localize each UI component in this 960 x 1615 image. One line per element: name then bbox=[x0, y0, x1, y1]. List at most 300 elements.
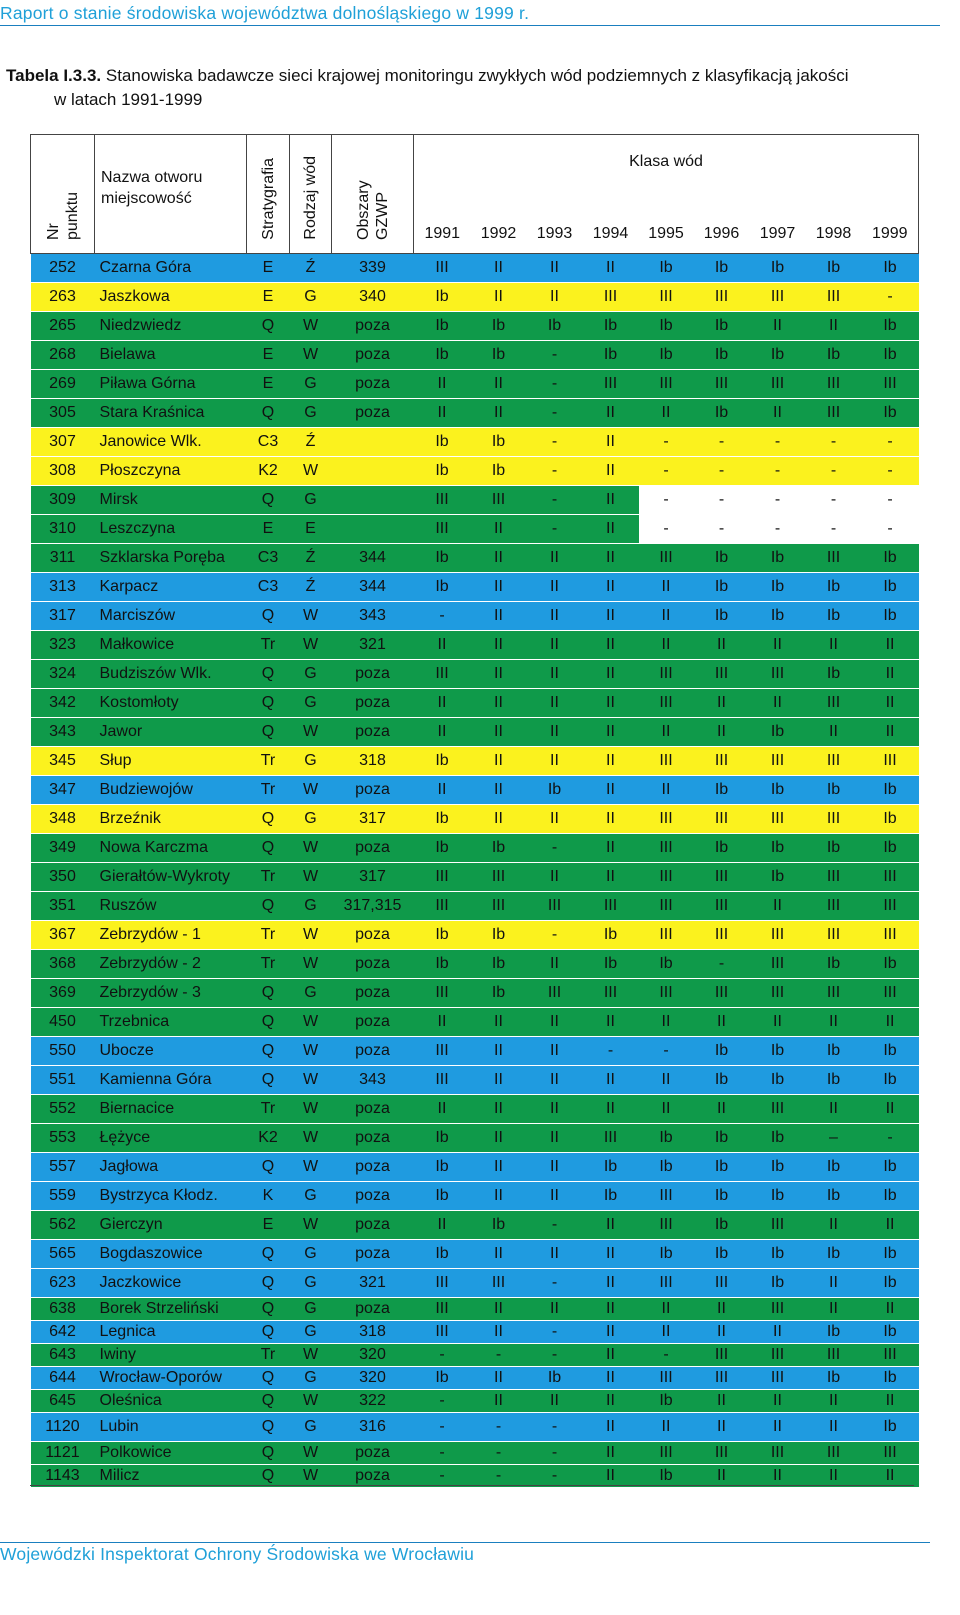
cell-water-type: G bbox=[290, 1413, 332, 1442]
cell-nr: 551 bbox=[31, 1066, 95, 1095]
cell-class: Ib bbox=[862, 544, 919, 573]
cell-name: Stara Kraśnica bbox=[95, 399, 247, 428]
cell-nr: 268 bbox=[31, 341, 95, 370]
cell-class: III bbox=[806, 399, 862, 428]
cell-class: II bbox=[750, 689, 806, 718]
cell-stratigraphy: K2 bbox=[247, 1124, 290, 1153]
cell-class: II bbox=[583, 1344, 639, 1367]
cell-stratigraphy: Tr bbox=[247, 863, 290, 892]
cell-class: II bbox=[583, 631, 639, 660]
cell-class: Ib bbox=[862, 1367, 919, 1390]
cell-nr: 553 bbox=[31, 1124, 95, 1153]
cell-class: - bbox=[694, 515, 750, 544]
cell-class: II bbox=[694, 1465, 750, 1488]
cell-class: III bbox=[639, 689, 694, 718]
cell-class: II bbox=[527, 863, 583, 892]
cell-water-type: W bbox=[290, 1066, 332, 1095]
cell-class: II bbox=[527, 660, 583, 689]
cell-class: - bbox=[750, 486, 806, 515]
cell-class: II bbox=[583, 1298, 639, 1321]
cell-water-type: W bbox=[290, 602, 332, 631]
cell-class: Ib bbox=[694, 254, 750, 283]
cell-name: Legnica bbox=[95, 1321, 247, 1344]
cell-class: II bbox=[414, 370, 471, 399]
cell-class: Ib bbox=[471, 312, 527, 341]
cell-class: II bbox=[806, 1390, 862, 1413]
cell-gzwp: 317 bbox=[332, 863, 414, 892]
cell-gzwp: poza bbox=[332, 921, 414, 950]
cell-class: II bbox=[471, 254, 527, 283]
cell-class: Ib bbox=[750, 1182, 806, 1211]
cell-class: - bbox=[414, 1442, 471, 1465]
cell-class: II bbox=[527, 1153, 583, 1182]
cell-class: II bbox=[806, 312, 862, 341]
cell-class: III bbox=[750, 1442, 806, 1465]
cell-class: Ib bbox=[862, 1066, 919, 1095]
cell-class: - bbox=[527, 1269, 583, 1298]
cell-class: II bbox=[862, 1298, 919, 1321]
cell-class: Ib bbox=[694, 834, 750, 863]
cell-class: Ib bbox=[414, 805, 471, 834]
cell-name: Oleśnica bbox=[95, 1390, 247, 1413]
cell-name: Nowa Karczma bbox=[95, 834, 247, 863]
cell-class: - bbox=[639, 1037, 694, 1066]
cell-class: Ib bbox=[639, 1390, 694, 1413]
table-row bbox=[31, 1321, 919, 1344]
cell-class: III bbox=[639, 370, 694, 399]
cell-class: Ib bbox=[694, 1211, 750, 1240]
cell-class: II bbox=[527, 1124, 583, 1153]
cell-class: Ib bbox=[694, 1066, 750, 1095]
cell-class: II bbox=[583, 515, 639, 544]
cell-gzwp: 339 bbox=[332, 254, 414, 283]
cell-class: II bbox=[806, 1413, 862, 1442]
cell-class: Ib bbox=[471, 341, 527, 370]
cell-stratigraphy: Q bbox=[247, 1298, 290, 1321]
cell-class: II bbox=[471, 631, 527, 660]
cell-stratigraphy: Q bbox=[247, 1240, 290, 1269]
cell-class: III bbox=[806, 283, 862, 312]
page-header: Raport o stanie środowiska województwa dolnośląskiego w 1999 r. bbox=[0, 3, 530, 23]
cell-water-type: Ź bbox=[290, 428, 332, 457]
cell-class: III bbox=[694, 805, 750, 834]
cell-class: Ib bbox=[862, 1240, 919, 1269]
footer-rule bbox=[0, 1542, 930, 1543]
cell-class: Ib bbox=[471, 1211, 527, 1240]
cell-class: III bbox=[639, 747, 694, 776]
cell-class: II bbox=[806, 1095, 862, 1124]
cell-stratigraphy: Q bbox=[247, 602, 290, 631]
cell-class: III bbox=[694, 892, 750, 921]
cell-class: Ib bbox=[750, 863, 806, 892]
cell-nr: 1120 bbox=[31, 1413, 95, 1442]
cell-class: III bbox=[471, 863, 527, 892]
table-row bbox=[31, 283, 919, 312]
cell-class: Ib bbox=[806, 1367, 862, 1390]
cell-stratigraphy: E bbox=[247, 341, 290, 370]
cell-class: - bbox=[862, 457, 919, 486]
cell-nr: 565 bbox=[31, 1240, 95, 1269]
cell-class: II bbox=[583, 1367, 639, 1390]
cell-class: III bbox=[583, 1124, 639, 1153]
cell-class: Ib bbox=[750, 776, 806, 805]
cell-stratigraphy: Tr bbox=[247, 631, 290, 660]
cell-gzwp: 344 bbox=[332, 544, 414, 573]
cell-class: III bbox=[583, 370, 639, 399]
cell-stratigraphy: Q bbox=[247, 1037, 290, 1066]
cell-class: Ib bbox=[694, 399, 750, 428]
cell-class: II bbox=[527, 254, 583, 283]
cell-nr: 644 bbox=[31, 1367, 95, 1390]
cell-name: Zebrzydów - 1 bbox=[95, 921, 247, 950]
header-stratigraphy: Stratygrafia bbox=[247, 135, 290, 254]
cell-class: III bbox=[639, 1182, 694, 1211]
cell-class: Ib bbox=[806, 660, 862, 689]
cell-class: II bbox=[527, 573, 583, 602]
cell-name: Gierczyn bbox=[95, 1211, 247, 1240]
cell-class: II bbox=[639, 602, 694, 631]
table-row bbox=[31, 1413, 919, 1442]
cell-name: Szklarska Poręba bbox=[95, 544, 247, 573]
cell-class: - bbox=[414, 1390, 471, 1413]
cell-class: Ib bbox=[471, 921, 527, 950]
cell-class: - bbox=[527, 921, 583, 950]
table-row bbox=[31, 1037, 919, 1066]
cell-nr: 557 bbox=[31, 1153, 95, 1182]
cell-nr: 351 bbox=[31, 892, 95, 921]
cell-class: - bbox=[527, 428, 583, 457]
cell-class: II bbox=[527, 544, 583, 573]
table-row bbox=[31, 863, 919, 892]
cell-class: Ib bbox=[862, 341, 919, 370]
cell-class: - bbox=[694, 457, 750, 486]
cell-water-type: G bbox=[290, 1321, 332, 1344]
cell-class: III bbox=[862, 892, 919, 921]
cell-class: III bbox=[806, 1344, 862, 1367]
cell-class: II bbox=[694, 718, 750, 747]
cell-class: II bbox=[471, 1367, 527, 1390]
cell-water-type: W bbox=[290, 1211, 332, 1240]
cell-water-type: W bbox=[290, 1344, 332, 1367]
cell-class: Ib bbox=[806, 950, 862, 979]
cell-name: Ubocze bbox=[95, 1037, 247, 1066]
cell-class: III bbox=[414, 979, 471, 1008]
cell-class: - bbox=[471, 1344, 527, 1367]
table-row bbox=[31, 1095, 919, 1124]
cell-class: II bbox=[806, 1211, 862, 1240]
cell-class: - bbox=[583, 1037, 639, 1066]
cell-class: Ib bbox=[639, 1124, 694, 1153]
table-row bbox=[31, 776, 919, 805]
header-year: 1993 bbox=[527, 190, 583, 254]
cell-class: - bbox=[639, 457, 694, 486]
cell-class: III bbox=[806, 863, 862, 892]
cell-water-type: G bbox=[290, 1367, 332, 1390]
cell-gzwp: poza bbox=[332, 399, 414, 428]
cell-class: Ib bbox=[694, 1182, 750, 1211]
table-row bbox=[31, 1153, 919, 1182]
cell-water-type: Ź bbox=[290, 544, 332, 573]
cell-water-type: W bbox=[290, 834, 332, 863]
cell-water-type: G bbox=[290, 486, 332, 515]
cell-class: II bbox=[527, 1008, 583, 1037]
table-row bbox=[31, 515, 919, 544]
cell-name: Bogdaszowice bbox=[95, 1240, 247, 1269]
cell-class: III bbox=[414, 254, 471, 283]
cell-class: II bbox=[471, 1182, 527, 1211]
cell-class: - bbox=[471, 1442, 527, 1465]
cell-class: Ib bbox=[414, 428, 471, 457]
cell-class: II bbox=[471, 1240, 527, 1269]
table-caption bbox=[6, 64, 936, 112]
cell-name: Milicz bbox=[95, 1465, 247, 1488]
table-row bbox=[31, 1066, 919, 1095]
table-row bbox=[31, 1344, 919, 1367]
cell-class: III bbox=[750, 1344, 806, 1367]
cell-class: Ib bbox=[806, 834, 862, 863]
cell-class: II bbox=[750, 1413, 806, 1442]
cell-stratigraphy: Q bbox=[247, 399, 290, 428]
cell-name: Mirsk bbox=[95, 486, 247, 515]
cell-class: Ib bbox=[862, 805, 919, 834]
cell-class: II bbox=[471, 283, 527, 312]
cell-class: II bbox=[806, 1269, 862, 1298]
cell-class: II bbox=[862, 660, 919, 689]
cell-class: II bbox=[583, 718, 639, 747]
cell-class: II bbox=[583, 1008, 639, 1037]
cell-water-type: W bbox=[290, 1442, 332, 1465]
cell-gzwp: poza bbox=[332, 1211, 414, 1240]
cell-class: - bbox=[806, 428, 862, 457]
cell-class: Ib bbox=[862, 1413, 919, 1442]
cell-stratigraphy: C3 bbox=[247, 544, 290, 573]
cell-class: III bbox=[527, 892, 583, 921]
cell-class: III bbox=[414, 660, 471, 689]
header-year: 1994 bbox=[583, 190, 639, 254]
cell-water-type: G bbox=[290, 283, 332, 312]
cell-class: - bbox=[527, 515, 583, 544]
cell-class: II bbox=[527, 1095, 583, 1124]
table-row bbox=[31, 399, 919, 428]
cell-class: II bbox=[862, 1465, 919, 1488]
cell-stratigraphy: E bbox=[247, 515, 290, 544]
cell-nr: 349 bbox=[31, 834, 95, 863]
cell-class: III bbox=[694, 1442, 750, 1465]
cell-name: Jaszkowa bbox=[95, 283, 247, 312]
cell-class: - bbox=[862, 486, 919, 515]
cell-class: II bbox=[527, 747, 583, 776]
table-row bbox=[31, 979, 919, 1008]
cell-gzwp: poza bbox=[332, 1465, 414, 1488]
cell-class: II bbox=[471, 515, 527, 544]
cell-class: - bbox=[862, 428, 919, 457]
cell-class: Ib bbox=[694, 1240, 750, 1269]
table-row bbox=[31, 950, 919, 979]
cell-class: - bbox=[527, 1413, 583, 1442]
cell-class: II bbox=[583, 1066, 639, 1095]
cell-stratigraphy: Q bbox=[247, 1413, 290, 1442]
cell-class: II bbox=[471, 1321, 527, 1344]
cell-name: Bielawa bbox=[95, 341, 247, 370]
table-row bbox=[31, 1008, 919, 1037]
cell-class: II bbox=[471, 747, 527, 776]
cell-name: Janowice Wlk. bbox=[95, 428, 247, 457]
table-row bbox=[31, 370, 919, 399]
cell-class: Ib bbox=[750, 573, 806, 602]
cell-gzwp: 320 bbox=[332, 1367, 414, 1390]
cell-class: II bbox=[471, 1124, 527, 1153]
cell-class: III bbox=[414, 892, 471, 921]
cell-water-type: W bbox=[290, 1465, 332, 1488]
table-row bbox=[31, 892, 919, 921]
header-water-type: Rodzaj wód bbox=[290, 135, 332, 254]
cell-gzwp: 344 bbox=[332, 573, 414, 602]
cell-class: II bbox=[639, 1413, 694, 1442]
cell-nr: 343 bbox=[31, 718, 95, 747]
cell-water-type: W bbox=[290, 1008, 332, 1037]
cell-class: Ib bbox=[862, 1037, 919, 1066]
cell-class: - bbox=[527, 1211, 583, 1240]
cell-class: II bbox=[639, 776, 694, 805]
cell-water-type: G bbox=[290, 805, 332, 834]
page-footer: Wojewódzki Inspektorat Ochrony Środowiska we Wrocławiu bbox=[0, 1544, 475, 1564]
cell-nr: 311 bbox=[31, 544, 95, 573]
cell-class: II bbox=[750, 399, 806, 428]
cell-class: II bbox=[862, 1390, 919, 1413]
cell-stratigraphy: Q bbox=[247, 1066, 290, 1095]
cell-class: III bbox=[583, 979, 639, 1008]
cell-class: III bbox=[862, 1344, 919, 1367]
cell-gzwp bbox=[332, 428, 414, 457]
cell-class: III bbox=[583, 892, 639, 921]
cell-water-type: Ź bbox=[290, 254, 332, 283]
cell-class: Ib bbox=[583, 341, 639, 370]
cell-class: II bbox=[806, 631, 862, 660]
cell-class: II bbox=[806, 1298, 862, 1321]
cell-class: - bbox=[639, 486, 694, 515]
cell-class: II bbox=[527, 1240, 583, 1269]
cell-water-type: G bbox=[290, 979, 332, 1008]
cell-name: Budziszów Wlk. bbox=[95, 660, 247, 689]
cell-nr: 552 bbox=[31, 1095, 95, 1124]
cell-water-type: G bbox=[290, 399, 332, 428]
cell-water-type: G bbox=[290, 892, 332, 921]
header-year: 1992 bbox=[471, 190, 527, 254]
cell-class: Ib bbox=[862, 1269, 919, 1298]
cell-class: Ib bbox=[471, 457, 527, 486]
cell-class: Ib bbox=[694, 1153, 750, 1182]
cell-name: Bystrzyca Kłodz. bbox=[95, 1182, 247, 1211]
cell-class: - bbox=[527, 1465, 583, 1488]
cell-class: II bbox=[414, 718, 471, 747]
cell-gzwp: poza bbox=[332, 312, 414, 341]
header-nr: Nr punktu bbox=[31, 135, 95, 254]
table-row bbox=[31, 312, 919, 341]
cell-water-type: G bbox=[290, 660, 332, 689]
cell-class: II bbox=[527, 1390, 583, 1413]
cell-class: - bbox=[862, 283, 919, 312]
cell-class: II bbox=[862, 1008, 919, 1037]
header-year: 1995 bbox=[639, 190, 694, 254]
cell-class: II bbox=[806, 1008, 862, 1037]
table-row bbox=[31, 1240, 919, 1269]
header-year: 1998 bbox=[806, 190, 862, 254]
cell-gzwp: 343 bbox=[332, 602, 414, 631]
cell-nr: 642 bbox=[31, 1321, 95, 1344]
cell-class: II bbox=[583, 1413, 639, 1442]
cell-class: II bbox=[471, 805, 527, 834]
cell-class: Ib bbox=[471, 950, 527, 979]
cell-class: Ib bbox=[471, 979, 527, 1008]
cell-class: III bbox=[806, 892, 862, 921]
cell-gzwp: 322 bbox=[332, 1390, 414, 1413]
cell-class: II bbox=[750, 1008, 806, 1037]
cell-class: Ib bbox=[750, 254, 806, 283]
cell-gzwp: poza bbox=[332, 1008, 414, 1037]
caption-text: Stanowiska badawcze sieci krajowej monitoringu zwykłych wód podziemnych z klasyfikacją jakości bbox=[105, 66, 849, 85]
cell-class: - bbox=[527, 370, 583, 399]
cell-stratigraphy: Q bbox=[247, 660, 290, 689]
table-row bbox=[31, 1211, 919, 1240]
header-rule bbox=[0, 25, 940, 26]
header-year: 1997 bbox=[750, 190, 806, 254]
cell-class: III bbox=[414, 1298, 471, 1321]
table-row bbox=[31, 1182, 919, 1211]
cell-class: III bbox=[414, 486, 471, 515]
cell-class: II bbox=[639, 631, 694, 660]
cell-class: - bbox=[527, 834, 583, 863]
table-row bbox=[31, 747, 919, 776]
cell-class: III bbox=[694, 863, 750, 892]
cell-class: Ib bbox=[414, 544, 471, 573]
cell-stratigraphy: Tr bbox=[247, 921, 290, 950]
cell-water-type: G bbox=[290, 747, 332, 776]
cell-gzwp: poza bbox=[332, 1240, 414, 1269]
cell-class: - bbox=[527, 486, 583, 515]
cell-water-type: W bbox=[290, 950, 332, 979]
cell-class: III bbox=[414, 515, 471, 544]
table-row bbox=[31, 805, 919, 834]
cell-class: II bbox=[583, 428, 639, 457]
cell-stratigraphy: Q bbox=[247, 312, 290, 341]
cell-class: Ib bbox=[862, 254, 919, 283]
cell-name: Gierałtów-Wykroty bbox=[95, 863, 247, 892]
cell-class: Ib bbox=[862, 602, 919, 631]
cell-class: II bbox=[414, 1008, 471, 1037]
cell-class: III bbox=[694, 283, 750, 312]
cell-water-type: E bbox=[290, 515, 332, 544]
cell-nr: 562 bbox=[31, 1211, 95, 1240]
cell-class: Ib bbox=[750, 1066, 806, 1095]
cell-name: Budziewojów bbox=[95, 776, 247, 805]
cell-class: II bbox=[639, 1298, 694, 1321]
cell-class: II bbox=[471, 660, 527, 689]
cell-class: Ib bbox=[414, 950, 471, 979]
cell-class: III bbox=[694, 1269, 750, 1298]
cell-class: III bbox=[527, 979, 583, 1008]
cell-name: Zebrzydów - 3 bbox=[95, 979, 247, 1008]
caption-text-line2: w latach 1991-1999 bbox=[54, 90, 203, 109]
cell-stratigraphy: Q bbox=[247, 1465, 290, 1488]
cell-gzwp: poza bbox=[332, 1442, 414, 1465]
cell-class: II bbox=[527, 283, 583, 312]
cell-class: Ib bbox=[583, 312, 639, 341]
cell-class: II bbox=[471, 718, 527, 747]
cell-class: Ib bbox=[414, 1367, 471, 1390]
cell-class: II bbox=[527, 1037, 583, 1066]
cell-class: II bbox=[694, 1008, 750, 1037]
cell-nr: 623 bbox=[31, 1269, 95, 1298]
